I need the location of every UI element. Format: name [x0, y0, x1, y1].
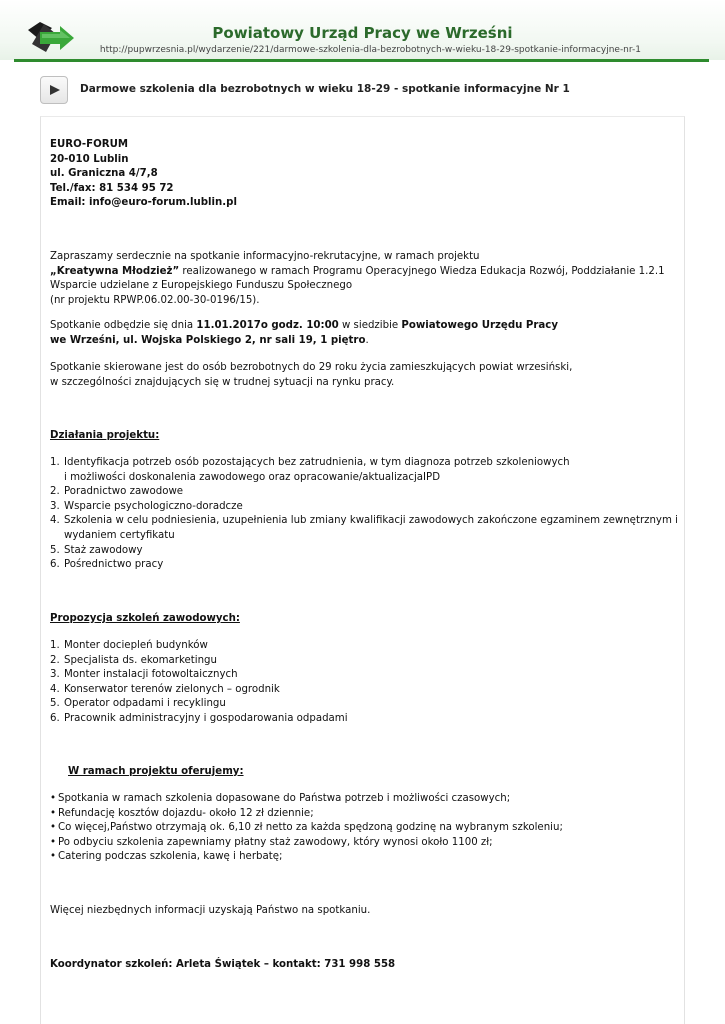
list-item: 5. Operator odpadami i recyklingu [50, 698, 226, 710]
list-item: • Catering podczas szkolenia, kawę i herbatę; [50, 850, 680, 865]
list-item: 3. Wsparcie psychologiczno-doradcze [50, 500, 243, 512]
intro-line-4: (nr projektu RPWP.06.02.00-30-0196/15). [50, 294, 260, 306]
trainings-heading [50, 612, 680, 627]
offer-list-wrap [50, 792, 680, 865]
site-title[interactable]: Powiatowy Urząd Pracy we Wrześni [212, 24, 513, 42]
meeting-datetime: 11.01.2017o godz. 10:00 [196, 320, 339, 331]
intro-line-2 [50, 265, 680, 280]
intro-line-2-rest: realizowanego w ramach Programu Operacyjnego Wiedza Edukacja Rozwój, Poddziałanie 1.2.1 [179, 265, 665, 277]
meeting-line-1 [50, 319, 680, 334]
actions-list-wrap [50, 456, 680, 573]
list-item: 6. Pracownik administracyjny i gospodarowania odpadami [50, 712, 348, 724]
play-arrow-icon [49, 84, 61, 96]
trainings-list [50, 639, 680, 727]
target-line-2: w szczególności znajdujących się w trudnej sytuacji na rynku pracy. [50, 376, 395, 388]
list-item: • Refundację kosztów dojazdu- około 12 zł dziennie; [50, 807, 680, 822]
meeting-line-2 [50, 334, 680, 349]
coordinator-text: Koordynator szkoleń: Arleta Świątek – kontakt: 731 998 558 [50, 959, 396, 970]
contact-postal: 20-010 Lublin [50, 153, 129, 165]
meeting-paragraph [50, 319, 680, 348]
contact-email: Email: info@euro-forum.lublin.pl [50, 197, 237, 209]
intro-line-3: Wsparcie udzielane z Europejskiego Funduszu Społecznego [50, 280, 353, 292]
contact-org: EURO-FORUM [50, 139, 129, 150]
article-title: Darmowe szkolenia dla bezrobotnych w wieku 18-29 - spotkanie informacyjne Nr 1 [80, 83, 570, 95]
more-info-text: Więcej niezbędnych informacji uzyskają Państwo na spotkaniu. [50, 905, 371, 916]
intro-line-1: Zapraszamy serdecznie na spotkanie informacyjno-rekrutacyjne, w ramach projektu [50, 251, 480, 262]
list-item: 2. Specjalista ds. ekomarketingu [50, 654, 217, 666]
list-item-continuation: i możliwości doskonalenia zawodowego oraz opracowanie/aktualizacjaIPD [64, 471, 441, 483]
meeting-suffix: . [365, 334, 369, 346]
header-divider [14, 59, 709, 62]
trainings-heading-text: Propozycja szkoleń zawodowych: [50, 613, 240, 624]
article-title-row [40, 76, 680, 106]
page-url[interactable]: http://pupwrzesnia.pl/wydarzenie/221/darmowe-szkolenia-dla-bezrobotnych-w-wieku-18-29-spotkanie-informacyjne-nr-1 [99, 45, 641, 55]
list-item: 1. Monter dociepleń budynków [50, 640, 208, 651]
list-item-continuation: wydaniem certyfikatu [64, 529, 175, 541]
offer-list [50, 792, 680, 865]
trainings-list-wrap [50, 639, 680, 727]
meeting-place-1: Powiatowego Urzędu Pracy [401, 320, 558, 331]
meeting-prefix: Spotkanie odbędzie się dnia [50, 320, 197, 331]
expand-button[interactable] [40, 76, 68, 104]
coordinator-paragraph [50, 958, 680, 973]
more-info-paragraph [50, 904, 680, 919]
contact-street: ul. Graniczna 4/7,8 [50, 168, 158, 180]
site-header [0, 0, 725, 66]
offer-heading-text: W ramach projektu oferujemy: [68, 766, 244, 777]
actions-heading-text: Działania projektu: [50, 430, 160, 441]
actions-list [50, 456, 680, 573]
meeting-place-2: we Wrześni, ul. Wojska Polskiego 2, nr sali 19, 1 piętro [50, 334, 366, 346]
list-item: 5. Staż zawodowy [50, 544, 143, 556]
target-paragraph [50, 361, 680, 390]
list-item: 1. Identyfikacja potrzeb osób pozostających bez zatrudnienia, w tym diagnoza potrzeb szkoleniowych i możliwości doskonalenia zawodowego oraz opracowanie/aktualizacjaIPD [50, 457, 570, 483]
list-item: 2. Poradnictwo zawodowe [50, 486, 184, 498]
target-line-1: Spotkanie skierowane jest do osób bezrobotnych do 29 roku życia zamieszkujących powiat wrzesiński, [50, 362, 573, 373]
project-name: „Kreatywna Młodzież” [50, 265, 180, 277]
list-item: 3. Monter instalacji fotowoltaicznych [50, 669, 238, 681]
intro-paragraph [50, 250, 680, 308]
list-item: • Po odbyciu szkolenia zapewniamy płatny staż zawodowy, który wynosi około 1100 zł; [50, 836, 680, 851]
list-item: 4. Szkolenia w celu podniesienia, uzupełnienia lub zmiany kwalifikacji zawodowych zakończone egzaminem zewnętrznym i wydaniem certyfikatu [50, 515, 678, 541]
offer-heading [68, 765, 698, 780]
actions-heading [50, 429, 680, 444]
list-item: • Co więcej,Państwo otrzymają ok. 6,10 zł netto za każda spędzoną godzinę na wybranym szkoleniu; [50, 821, 680, 836]
list-item: 4. Konserwator terenów zielonych – ogrodnik [50, 683, 280, 695]
meeting-mid: w siedzibie [338, 320, 402, 331]
contact-block [50, 138, 680, 211]
contact-phone: Tel./fax: 81 534 95 72 [50, 182, 174, 194]
list-item: • Spotkania w ramach szkolenia dopasowane do Państwa potrzeb i możliwości czasowych; [50, 792, 680, 807]
list-item: 6. Pośrednictwo pracy [50, 559, 164, 571]
